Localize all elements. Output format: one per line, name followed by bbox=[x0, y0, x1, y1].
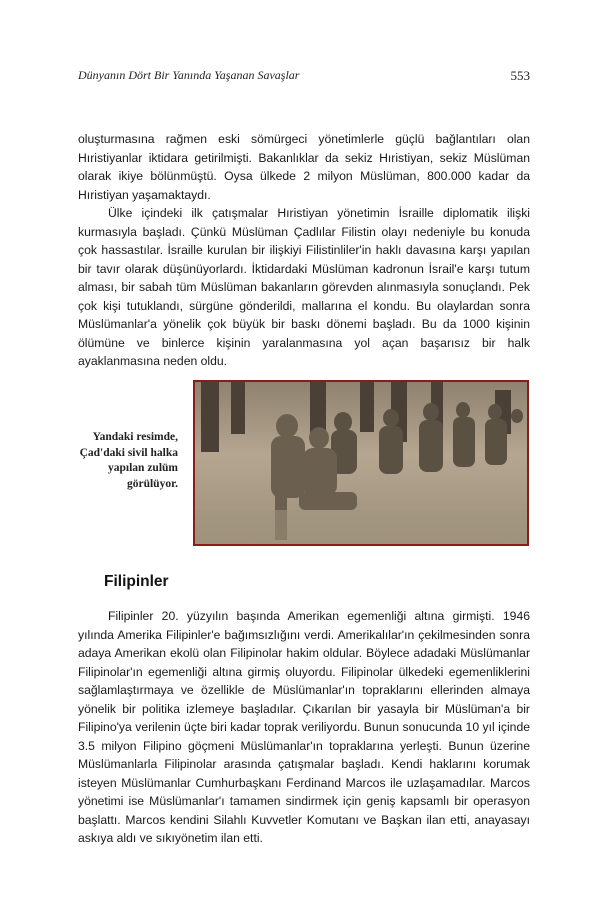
running-header bbox=[78, 68, 530, 88]
page-number: 553 bbox=[510, 68, 530, 83]
paragraph: oluşturmasına rağmen eski sömürgeci yönetimlerle güçlü bağlantıları olan Hıristiyanlar iktidara getirilmişti. Bakanlıklar da sekiz Hıristiyan, sekiz Müslüman olarak ikiye bölünmüştü. Oysa ülkede 2 milyon Müslüman, 800.000 kadar da Hıristiyan yaşamaktaydı. bbox=[78, 132, 530, 202]
body-text-top bbox=[78, 130, 530, 371]
body-text-bottom bbox=[78, 607, 530, 848]
paragraph: Filipinler 20. yüzyılın başında Amerikan egemenliği altına girmişti. 1946 yılında Amerika Filipinler'e bağımsızlığını verdi. Amerikalılar'ın çekilmesinden sonra adaya Amerikan ekolü olan Filipinolar hakim oldular. Böylece adadaki Müslümanlar Filipinolar'ın egemenliği altına girmiş oluyordu. Filipinolar ülkedeki egemenliklerini sağlamlaştırmaya ve özellikle de Müslümanlar'ın topraklarını ellerinden almaya yönelik bir politika izlemeye başladılar. Çıkarılan bir yasayla bir Müslüman'a bir Filipino'ya verilenin üçte biri kadar toprak veriliyordu. Bunun sonucunda 10 yıl içinde 3.5 milyon Filipino göçmeni Müslümanlar'ın topraklarına yerleşti. Bunun üzerine Müslümanlarla Filipinolar arasında çatışmalar başladı. Kendi haklarını korumak isteyen Müslümanlar Cumhurbaşkanı Ferdinand Marcos ile uzlaşamadılar. Marcos yönetimi ise Müslümanlar'ı tamamen sindirmek için geniş kapsamlı bir operasyon başlattı. Marcos kendini Silahlı Kuvvetler Komutanı ve Başkan ilan etti, anayasayı askıya aldı ve sıkıyönetim ilan etti. bbox=[78, 609, 530, 845]
running-title: Dünyanın Dört Bir Yanında Yaşanan Savaşlar bbox=[78, 68, 300, 82]
photo-illustration bbox=[195, 382, 527, 544]
figure-photo bbox=[193, 380, 529, 546]
section-heading: Filipinler bbox=[104, 573, 169, 590]
figure-caption: Yandaki resimde, Çad'daki sivil halka yapılan zulüm görülüyor. bbox=[79, 431, 178, 490]
paragraph: Ülke içindeki ilk çatışmalar Hıristiyan yönetimin İsraille diplomatik ilişki kurmasıyla başladı. Çünkü Müslüman Çadlılar Filistin olayı nedeniyle bu konuda çok hassastılar. İsraille kurulan bir ilişkiyi Filistinliler'in haklı davasına karşı yapılan bir tavır olarak düşünüyorlardı. İktidardaki Müslüman kadronun İsrail'e karşı tutum alması, bir sabah tüm Müslüman bakanların görevden alınmasıyla sonuçlandı. Pek çok kişi tutuklandı, sürgüne gönderildi, mallarına el kondu. Bu olaylardan sonra Müslümanlar'a yönelik çok büyük bir baskı dönemi başladı. Bu da 1000 kişinin ölümüne ve binlerce kişinin yaralanmasına yol açan başarısız bir halk ayaklanmasına neden oldu. bbox=[78, 206, 530, 368]
